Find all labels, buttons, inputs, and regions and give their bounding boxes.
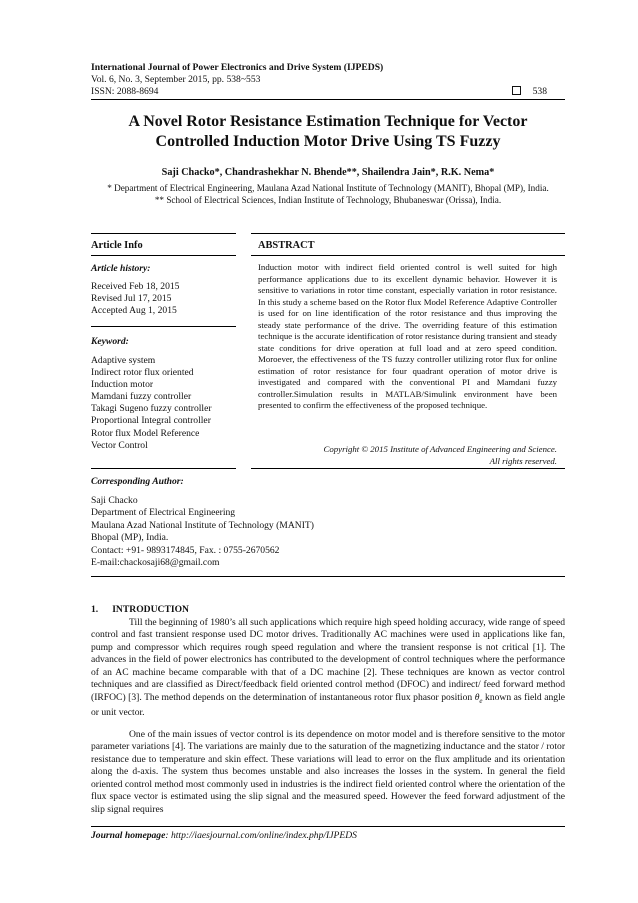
authors: Saji Chacko*, Chandrashekhar N. Bhende**, Shailendra Jain*, R.K. Nema* — [161, 167, 495, 178]
page-number-block — [512, 86, 547, 97]
header-divider — [91, 99, 565, 100]
article-info-bottom-rule — [91, 468, 236, 469]
section-title: INTRODUCTION — [112, 604, 189, 615]
keyword-item: Proportional Integral controller — [91, 415, 211, 427]
keyword-item: Adaptive system — [91, 355, 156, 366]
intro-p1-tail: known as field angle or unit vector. — [91, 691, 566, 719]
journal-issn: ISSN: 2088-8694 — [91, 86, 159, 97]
abstract-heading: ABSTRACT — [258, 240, 315, 251]
page-number: 538 — [532, 86, 547, 97]
copyright-notice — [258, 444, 557, 467]
corresponding-author-rule — [91, 576, 565, 577]
corresponding-author-details — [91, 495, 314, 569]
abstract-heading-rule — [251, 255, 565, 256]
abstract-bottom-rule — [251, 468, 565, 469]
keyword-item: Mamdani fuzzy controller — [91, 391, 192, 403]
article-info-heading-rule — [91, 255, 236, 256]
footer-divider — [91, 826, 565, 827]
intro-paragraph-2: One of the main issues of vector control is its dependence on motor model and is therefore sensitive to the motor parameter variations [4]. The variations are mainly due to the saturation of the magnetizing inductance and the stator / rotor resistance due to temperature and skin effect. These variations will lead to error on the flux amplitude and its orientation along the d-axis. The system thus becomes unstable and also increases the losses in the system. In general the field oriented control method most commonly used in industries is the indirect field oriented control where the orientation of the flux space vector is estimated using the slip signal and the measured speed. However the feed forward adjustment of the slip signal requires — [91, 729, 566, 815]
keyword-item: Takagi Sugeno fuzzy controller — [91, 403, 212, 415]
keyword-divider — [91, 326, 236, 327]
author-contact: Contact: +91- 9893174845, Fax. : 0755-2670562 — [91, 544, 280, 556]
section-number: 1. — [91, 604, 99, 615]
checkbox-square-icon — [512, 86, 521, 95]
journal-title: International Journal of Power Electronics and Drive System (IJPEDS) — [91, 62, 384, 73]
abstract-text: Induction motor with indirect field oriented control is well suited for high performance applications due to its excellent dynamic behavior. However it is sensitive to variations in rotor time constant, especially variation in rotor resistance. In this study a scheme based on the Rotor flux Model Reference Adaptive Controller is used for on line identification of the rotor resistance and thus improving the steady state performance of the drive. The overriding feature of this estimation technique is the accurate identification of rotor resistance during transient and steady state conditions for drive operation at full load and at zero speed condition. Moroever, the effectiveness of the TS fuzzy controller utilizing rotor flux for online estimation of rotor resistance for four quadrant operation of motor drive is investigated and compared with the conventional PI and Mamdani fuzzy controller.Simulation results in MATLAB/Simulink environment have been presented to confirm the effectiveness of the proposed technique. — [258, 262, 557, 410]
article-history-heading: Article history: — [91, 263, 151, 274]
keyword-item: Rotor flux Model Reference — [91, 427, 200, 439]
paper-title-line-1: A Novel Rotor Resistance Estimation Technique for Vector — [128, 113, 528, 130]
homepage-label: Journal homepage — [91, 830, 166, 841]
theta-subscript: e — [479, 696, 483, 705]
keyword-list — [91, 355, 212, 452]
theta-symbol: θ — [474, 691, 480, 703]
abstract-top-rule — [251, 233, 565, 234]
keyword-item: Indirect rotor flux oriented — [91, 367, 194, 379]
article-info-top-rule — [91, 233, 236, 234]
article-info-heading: Article Info — [91, 240, 143, 251]
author-institute: Maulana Azad National Institute of Technology (MANIT) — [91, 519, 314, 531]
copyright-line-2: All rights reserved. — [489, 455, 557, 466]
homepage-link[interactable]: : http://iaesjournal.com/online/index.php/IJPEDS — [165, 830, 357, 841]
history-revised: Revised Jul 17, 2015 — [91, 293, 172, 305]
introduction-heading — [91, 604, 189, 615]
author-email: E-mail:chackosaji68@gmail.com — [91, 557, 220, 569]
intro-paragraph-1 — [91, 617, 565, 720]
author-name: Saji Chacko — [91, 495, 138, 506]
author-department: Department of Electrical Engineering — [91, 507, 236, 519]
paper-title — [91, 112, 565, 152]
corresponding-author-heading: Corresponding Author: — [91, 476, 184, 487]
journal-volume: Vol. 6, No. 3, September 2015, pp. 538~553 — [91, 74, 261, 85]
author-location: Bhopal (MP), India. — [91, 532, 169, 544]
affiliation-2: ** School of Electrical Sciences, Indian Institute of Technology, Bhubaneswar (Orissa), India. — [154, 195, 502, 205]
history-accepted: Accepted Aug 1, 2015 — [91, 305, 177, 317]
history-received: Received Feb 18, 2015 — [91, 281, 180, 292]
affiliation-1: * Department of Electrical Engineering, Maulana Azad National Institute of Technology (MANIT), Bhopal (MP), India. — [107, 183, 549, 193]
keyword-item: Vector Control — [91, 439, 148, 451]
paper-title-line-2: Controlled Induction Motor Drive Using TS Fuzzy — [155, 133, 501, 150]
article-history-list — [91, 281, 179, 317]
copyright-line-1: Copyright © 2015 Institute of Advanced Engineering and Science. — [323, 444, 557, 454]
keyword-heading: Keyword: — [91, 336, 129, 347]
journal-homepage — [91, 830, 357, 841]
keyword-item: Induction motor — [91, 379, 154, 391]
intro-p1-text: Till the beginning of 1980’s all such applications which require high speed holding accuracy, wide range of speed control and fast transient response used DC motor drives. Traditionally AC machines were used in applications like fan, pump and compressor which requires rough speed regulation and where the transient response is not critical [1]. The advances in the field of power electronics has contributed to the development of control techniques where the performance of an AC machine became comparable with that of a DC machine [2]. These techniques are known as vector control techniques and are classified as Direct/feedback field oriented control method (DFOC) and indirect/ feed forward method (IRFOC) [3]. The method depends on the determination of instantaneous rotor flux phasor position — [91, 617, 565, 703]
